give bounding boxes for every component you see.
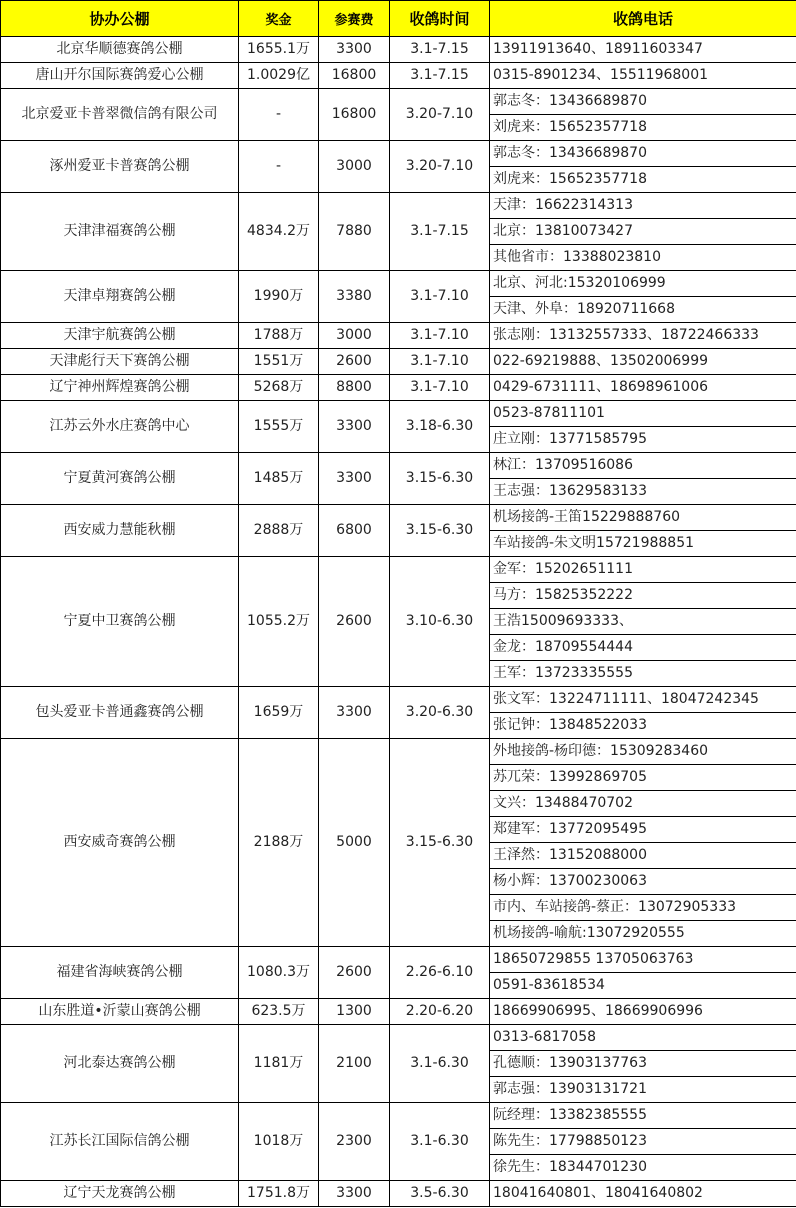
prize-cell: 1018万 bbox=[239, 1103, 319, 1181]
loft-name-cell: 宁夏中卫赛鸽公棚 bbox=[1, 557, 239, 687]
prize-cell: 1990万 bbox=[239, 271, 319, 323]
phone-cell: 0315-8901234、15511968001 bbox=[490, 63, 796, 89]
phone-cell: 18669906995、18669906996 bbox=[490, 999, 796, 1025]
collection-period-cell: 3.15-6.30 bbox=[390, 453, 490, 505]
loft-name-cell: 辽宁天龙赛鸽公棚 bbox=[1, 1181, 239, 1207]
phone-cell: 022-69219888、13502006999 bbox=[490, 349, 796, 375]
phone-cell: 刘虎来：15652357718 bbox=[490, 115, 796, 141]
collection-period-cell: 3.1-7.15 bbox=[390, 37, 490, 63]
loft-name-cell: 天津宇航赛鸽公棚 bbox=[1, 323, 239, 349]
header-entry-fee: 参赛费 bbox=[319, 1, 390, 37]
loft-name-cell: 天津彪行天下赛鸽公棚 bbox=[1, 349, 239, 375]
table-row bbox=[1, 375, 796, 401]
table-row bbox=[1, 349, 796, 375]
table-body bbox=[1, 37, 796, 1207]
table-row bbox=[1, 1181, 796, 1207]
loft-name-cell: 包头爱亚卡普通鑫赛鸽公棚 bbox=[1, 687, 239, 739]
phone-cell: 文兴：13488470702 bbox=[490, 791, 796, 817]
phone-cell: 车站接鸽-朱文明15721988851 bbox=[490, 531, 796, 557]
entry-fee-cell: 3300 bbox=[319, 37, 390, 63]
loft-name-cell: 江苏长江国际信鸽公棚 bbox=[1, 1103, 239, 1181]
entry-fee-cell: 2100 bbox=[319, 1025, 390, 1103]
phone-cell: 苏兀荣：13992869705 bbox=[490, 765, 796, 791]
phone-cell: 其他省市：13388023810 bbox=[490, 245, 796, 271]
table-row bbox=[1, 1103, 796, 1129]
collection-period-cell: 3.18-6.30 bbox=[390, 401, 490, 453]
table-row bbox=[1, 453, 796, 479]
prize-cell: 5268万 bbox=[239, 375, 319, 401]
table-row bbox=[1, 505, 796, 531]
prize-cell: 1551万 bbox=[239, 349, 319, 375]
phone-cell: 机场接鸽-王笛15229888760 bbox=[490, 505, 796, 531]
loft-name-cell: 江苏云外水庄赛鸽中心 bbox=[1, 401, 239, 453]
loft-name-cell: 河北泰达赛鸽公棚 bbox=[1, 1025, 239, 1103]
table-row bbox=[1, 739, 796, 765]
phone-cell: 王泽然：13152088000 bbox=[490, 843, 796, 869]
header-loft-name: 协办公棚 bbox=[1, 1, 239, 37]
collection-period-cell: 3.5-6.30 bbox=[390, 1181, 490, 1207]
loft-name-cell: 山东胜道•沂蒙山赛鸽公棚 bbox=[1, 999, 239, 1025]
entry-fee-cell: 3000 bbox=[319, 323, 390, 349]
entry-fee-cell: 6800 bbox=[319, 505, 390, 557]
prize-cell: 2888万 bbox=[239, 505, 319, 557]
entry-fee-cell: 16800 bbox=[319, 89, 390, 141]
table-row bbox=[1, 141, 796, 167]
loft-name-cell: 西安威奇赛鸽公棚 bbox=[1, 739, 239, 947]
phone-cell: 18041640801、18041640802 bbox=[490, 1181, 796, 1207]
loft-name-cell: 唐山开尔国际赛鸽爱心公棚 bbox=[1, 63, 239, 89]
phone-cell: 机场接鸽-喻航:13072920555 bbox=[490, 921, 796, 947]
table-row bbox=[1, 687, 796, 713]
header-collection-phone: 收鸽电话 bbox=[490, 1, 796, 37]
collection-period-cell: 3.20-7.10 bbox=[390, 89, 490, 141]
table-row bbox=[1, 401, 796, 427]
phone-cell: 市内、车站接鸽-蔡正：13072905333 bbox=[490, 895, 796, 921]
phone-cell: 金龙：18709554444 bbox=[490, 635, 796, 661]
entry-fee-cell: 16800 bbox=[319, 63, 390, 89]
collection-period-cell: 3.1-6.30 bbox=[390, 1025, 490, 1103]
phone-cell: 郑建军：13772095495 bbox=[490, 817, 796, 843]
table-row bbox=[1, 323, 796, 349]
collection-period-cell: 3.1-7.10 bbox=[390, 323, 490, 349]
prize-cell: 1751.8万 bbox=[239, 1181, 319, 1207]
phone-cell: 张记钟：13848522033 bbox=[490, 713, 796, 739]
table-row bbox=[1, 193, 796, 219]
loft-name-cell: 北京爱亚卡普翠微信鸽有限公司 bbox=[1, 89, 239, 141]
phone-cell: 孔德顺：13903137763 bbox=[490, 1051, 796, 1077]
entry-fee-cell: 3000 bbox=[319, 141, 390, 193]
phone-cell: 王志强：13629583133 bbox=[490, 479, 796, 505]
prize-cell: 1659万 bbox=[239, 687, 319, 739]
collection-period-cell: 3.1-7.10 bbox=[390, 271, 490, 323]
prize-cell: 2188万 bbox=[239, 739, 319, 947]
entry-fee-cell: 3300 bbox=[319, 1181, 390, 1207]
entry-fee-cell: 7880 bbox=[319, 193, 390, 271]
phone-cell: 天津、外阜：18920711668 bbox=[490, 297, 796, 323]
entry-fee-cell: 2300 bbox=[319, 1103, 390, 1181]
prize-cell: 1055.2万 bbox=[239, 557, 319, 687]
prize-cell: - bbox=[239, 141, 319, 193]
collection-period-cell: 3.10-6.30 bbox=[390, 557, 490, 687]
prize-cell: 1655.1万 bbox=[239, 37, 319, 63]
prize-cell: 4834.2万 bbox=[239, 193, 319, 271]
entry-fee-cell: 2600 bbox=[319, 947, 390, 999]
table-row bbox=[1, 271, 796, 297]
header-row bbox=[1, 1, 796, 37]
table-row bbox=[1, 89, 796, 115]
loft-name-cell: 天津卓翔赛鸽公棚 bbox=[1, 271, 239, 323]
phone-cell: 王军：13723335555 bbox=[490, 661, 796, 687]
prize-cell: 1080.3万 bbox=[239, 947, 319, 999]
phone-cell: 马方：15825352222 bbox=[490, 583, 796, 609]
phone-cell: 张文军：13224711111、18047242345 bbox=[490, 687, 796, 713]
entry-fee-cell: 3300 bbox=[319, 453, 390, 505]
phone-cell: 18650729855 13705063763 bbox=[490, 947, 796, 973]
prize-cell: 1555万 bbox=[239, 401, 319, 453]
prize-cell: 623.5万 bbox=[239, 999, 319, 1025]
prize-cell: - bbox=[239, 89, 319, 141]
table-row bbox=[1, 947, 796, 973]
loft-name-cell: 福建省海峡赛鸽公棚 bbox=[1, 947, 239, 999]
prize-cell: 1485万 bbox=[239, 453, 319, 505]
table-header bbox=[1, 1, 796, 37]
entry-fee-cell: 2600 bbox=[319, 349, 390, 375]
phone-cell: 徐先生：18344701230 bbox=[490, 1155, 796, 1181]
entry-fee-cell: 3380 bbox=[319, 271, 390, 323]
phone-cell: 郭志强：13903131721 bbox=[490, 1077, 796, 1103]
phone-cell: 0591-83618534 bbox=[490, 973, 796, 999]
loft-name-cell: 涿州爱亚卡普赛鸽公棚 bbox=[1, 141, 239, 193]
collection-period-cell: 3.1-7.10 bbox=[390, 375, 490, 401]
phone-cell: 郭志冬：13436689870 bbox=[490, 141, 796, 167]
phone-cell: 刘虎来：15652357718 bbox=[490, 167, 796, 193]
entry-fee-cell: 2600 bbox=[319, 557, 390, 687]
prize-cell: 1788万 bbox=[239, 323, 319, 349]
phone-cell: 陈先生：17798850123 bbox=[490, 1129, 796, 1155]
loft-name-cell: 辽宁神州辉煌赛鸽公棚 bbox=[1, 375, 239, 401]
phone-cell: 杨小辉：13700230063 bbox=[490, 869, 796, 895]
header-prize: 奖金 bbox=[239, 1, 319, 37]
collection-period-cell: 3.1-6.30 bbox=[390, 1103, 490, 1181]
phone-cell: 北京：13810073427 bbox=[490, 219, 796, 245]
collection-period-cell: 3.15-6.30 bbox=[390, 505, 490, 557]
header-collection-period: 收鸽时间 bbox=[390, 1, 490, 37]
phone-cell: 北京、河北:15320106999 bbox=[490, 271, 796, 297]
prize-cell: 1.0029亿 bbox=[239, 63, 319, 89]
collection-period-cell: 2.26-6.10 bbox=[390, 947, 490, 999]
table-row bbox=[1, 63, 796, 89]
phone-cell: 张志刚：13132557333、18722466333 bbox=[490, 323, 796, 349]
phone-cell: 庄立刚：13771585795 bbox=[490, 427, 796, 453]
loft-name-cell: 宁夏黄河赛鸽公棚 bbox=[1, 453, 239, 505]
phone-cell: 0313-6817058 bbox=[490, 1025, 796, 1051]
collection-period-cell: 3.1-7.10 bbox=[390, 349, 490, 375]
phone-cell: 外地接鸽-杨印德：15309283460 bbox=[490, 739, 796, 765]
collection-period-cell: 2.20-6.20 bbox=[390, 999, 490, 1025]
collection-period-cell: 3.20-7.10 bbox=[390, 141, 490, 193]
table-row bbox=[1, 37, 796, 63]
phone-cell: 郭志冬：13436689870 bbox=[490, 89, 796, 115]
entry-fee-cell: 5000 bbox=[319, 739, 390, 947]
phone-cell: 阮经理：13382385555 bbox=[490, 1103, 796, 1129]
entry-fee-cell: 8800 bbox=[319, 375, 390, 401]
phone-cell: 0523-87811101 bbox=[490, 401, 796, 427]
phone-cell: 天津：16622314313 bbox=[490, 193, 796, 219]
entry-fee-cell: 3300 bbox=[319, 401, 390, 453]
entry-fee-cell: 3300 bbox=[319, 687, 390, 739]
phone-cell: 王浩15009693333、 bbox=[490, 609, 796, 635]
table-row bbox=[1, 557, 796, 583]
phone-cell: 13911913640、18911603347 bbox=[490, 37, 796, 63]
loft-name-cell: 天津津福赛鸽公棚 bbox=[1, 193, 239, 271]
phone-cell: 0429-6731111、18698961006 bbox=[490, 375, 796, 401]
prize-cell: 1181万 bbox=[239, 1025, 319, 1103]
entry-fee-cell: 1300 bbox=[319, 999, 390, 1025]
loft-name-cell: 北京华顺德赛鸽公棚 bbox=[1, 37, 239, 63]
table-row bbox=[1, 999, 796, 1025]
phone-cell: 林江：13709516086 bbox=[490, 453, 796, 479]
phone-cell: 金军：15202651111 bbox=[490, 557, 796, 583]
collection-period-cell: 3.1-7.15 bbox=[390, 63, 490, 89]
collection-period-cell: 3.15-6.30 bbox=[390, 739, 490, 947]
loft-name-cell: 西安威力慧能秋棚 bbox=[1, 505, 239, 557]
table-row bbox=[1, 1025, 796, 1051]
collection-period-cell: 3.1-7.15 bbox=[390, 193, 490, 271]
collection-period-cell: 3.20-6.30 bbox=[390, 687, 490, 739]
